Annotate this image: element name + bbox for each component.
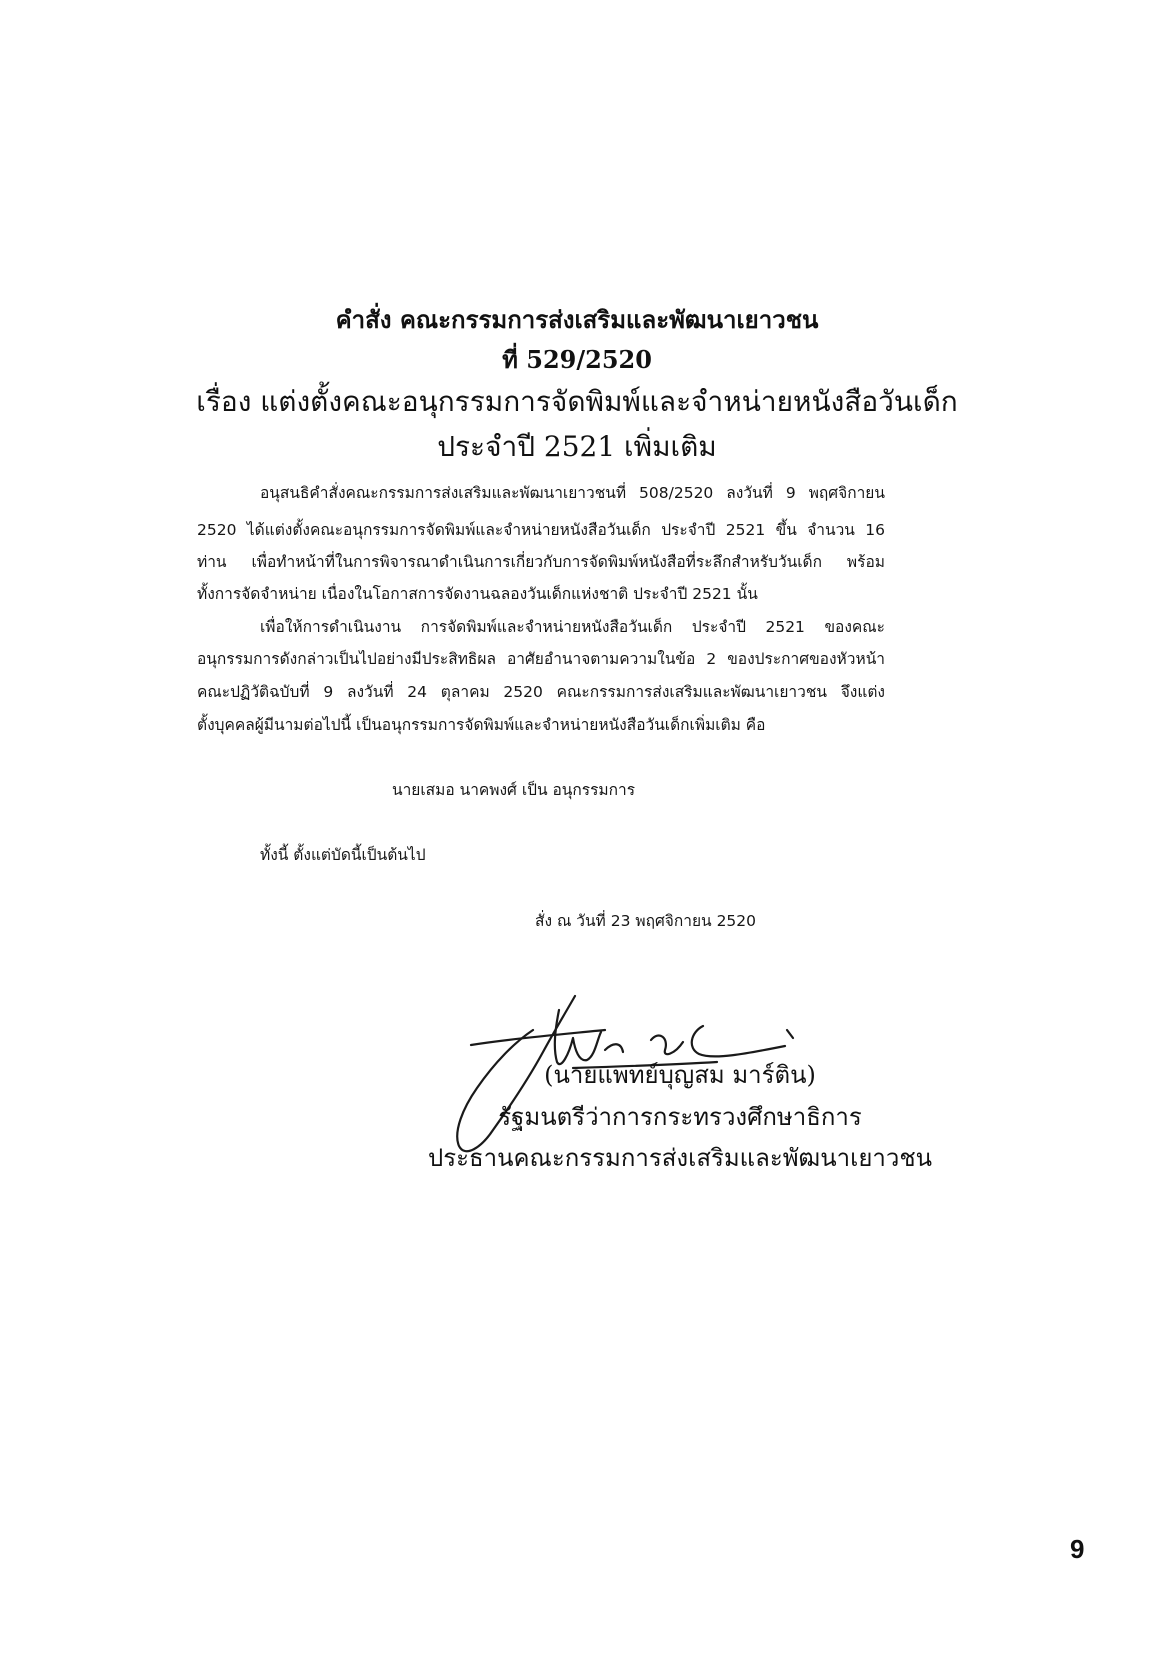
order-subject: เรื่อง แต่งตั้งคณะอนุกรรมการจัดพิมพ์และจำหน่ายหนังสือวันเด็ก (196, 385, 958, 418)
paragraph-1-line-2: 2520 ได้แต่งตั้งคณะอนุกรรมการจัดพิมพ์และจำหน่ายหนังสือวันเด็ก ประจำปี 2521 ขึ้น จำนวน 16 (197, 521, 885, 539)
signatory-role: ประธานคณะกรรมการส่งเสริมและพัฒนาเยาวชน (427, 1144, 933, 1172)
order-subject-year: ประจำปี 2521 เพิ่มเติม (437, 430, 717, 463)
signatory-name: (นายแพทย์บุญสม มาร์ติน) (544, 1061, 816, 1089)
paragraph-1-line-4: ทั้งการจัดจำหน่าย เนื่องในโอกาสการจัดงานฉลองวันเด็กแห่งชาติ ประจำปี 2521 นั้น (197, 585, 758, 603)
effective-line: ทั้งนี้ ตั้งแต่บัดนี้เป็นต้นไป (260, 846, 426, 864)
appointee-line: นายเสมอ นาคพงศ์ เป็น อนุกรรมการ (392, 781, 636, 799)
signatory-position: รัฐมนตรีว่าการกระทรวงศึกษาธิการ (498, 1103, 862, 1131)
order-date: สั่ง ณ วันที่ 23 พฤศจิกายน 2520 (535, 912, 757, 930)
paragraph-2-line-2: อนุกรรมการดังกล่าวเป็นไปอย่างมีประสิทธิผล อาศัยอำนาจตามความในข้อ 2 ของประกาศของหัวหน้า (197, 650, 885, 668)
paragraph-2-line-4: ตั้งบุคคลผู้มีนามต่อไปนี้ เป็นอนุกรรมการจัดพิมพ์และจำหน่ายหนังสือวันเด็กเพิ่มเติม คือ (197, 716, 766, 734)
order-title: คำสั่ง คณะกรรมการส่งเสริมและพัฒนาเยาวชน (335, 305, 819, 334)
paragraph-2-line-3: คณะปฏิวัติฉบับที่ 9 ลงวันที่ 24 ตุลาคม 2520 คณะกรรมการส่งเสริมและพัฒนาเยาวชน จึงแต่ง (197, 683, 885, 701)
paragraph-2-line-1: เพื่อให้การดำเนินงาน การจัดพิมพ์และจำหน่ายหนังสือวันเด็ก ประจำปี 2521 ของคณะ (260, 618, 885, 636)
order-number: ที่ 529/2520 (502, 345, 652, 374)
paragraph-1-line-1: อนุสนธิคำสั่งคณะกรรมการส่งเสริมและพัฒนาเยาวชนที่ 508/2520 ลงวันที่ 9 พฤศจิกายน (260, 484, 885, 502)
paragraph-1-line-3: ท่าน เพื่อทำหน้าที่ในการพิจารณาดำเนินการเกี่ยวกับการจัดพิมพ์หนังสือที่ระลึกสำหรับวันเด็ก พร้อม (197, 553, 885, 571)
page-number: 9 (1070, 1534, 1085, 1564)
